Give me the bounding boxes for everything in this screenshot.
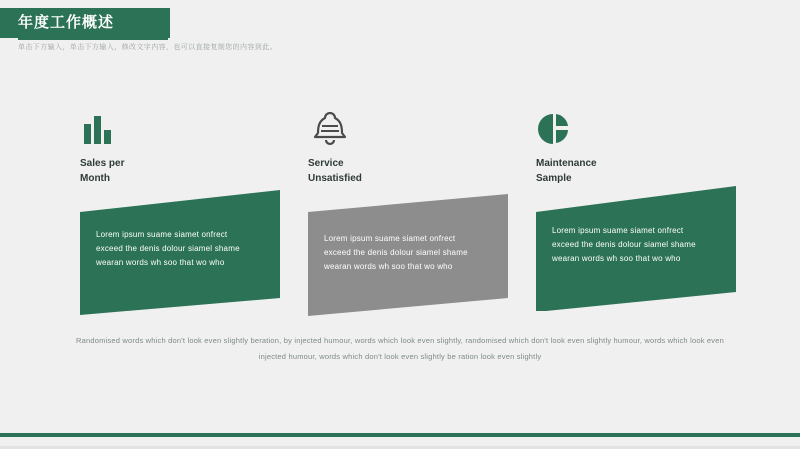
column-title-line1: Maintenance <box>536 158 597 169</box>
column-body-text: Lorem ipsum suame siamet onfrect exceed the denis dolour siamel shame wearan words wh soo that wo who <box>324 234 468 271</box>
title-underline <box>18 38 168 40</box>
column-title <box>536 156 686 186</box>
column-sales-per-month <box>72 112 272 312</box>
bell-icon <box>308 112 352 148</box>
page-subtitle: 单击下方输入，单击下方输入，修改文字内容，也可以直接复制您的内容到此。 <box>18 44 277 51</box>
column-maintenance-sample <box>528 112 728 312</box>
footnote-text: Randomised words which don't look even slightly beration, by injected humour, words which look even slightly, randomised which don't look even slightly humour, words which look even injected humour, words which don't look even slightly be ration look even slightly <box>76 336 724 361</box>
bottom-accent-bar <box>0 433 800 437</box>
column-title-line2: Sample <box>536 173 572 184</box>
pie-chart-icon <box>536 112 580 148</box>
page-title: 年度工作概述 <box>18 14 115 31</box>
column-title-line2: Month <box>80 173 110 184</box>
column-body-text: Lorem ipsum suame siamet onfrect exceed the denis dolour siamel shame wearan words wh soo that wo who <box>552 226 696 263</box>
column-title-line1: Service <box>308 158 344 169</box>
column-service-unsatisfied <box>300 112 500 312</box>
bar-chart-icon <box>80 112 124 148</box>
column-title-line2: Unsatisfied <box>308 173 362 184</box>
column-title-line1: Sales per <box>80 158 125 169</box>
column-title <box>308 156 458 186</box>
column-body-text: Lorem ipsum suame siamet onfrect exceed the denis dolour siamel shame wearan words wh soo that wo who <box>96 230 240 267</box>
columns-container <box>72 112 728 312</box>
column-title <box>80 156 230 186</box>
